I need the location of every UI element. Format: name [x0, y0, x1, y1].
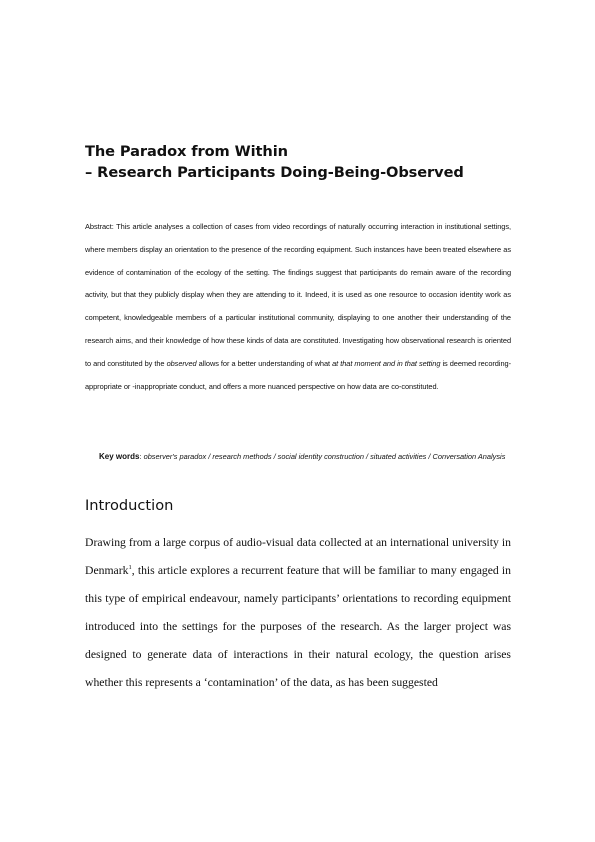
abstract-text-part-3: is deemed recording-appropriate or -inappropriate conduct, and offers a more nuanced perspective on how data are co-constituted. — [85, 358, 511, 391]
footnote-marker[interactable]: 1 — [128, 564, 132, 572]
keywords: Key words: observer's paradox / research methods / social identity construction / situated activities / Conversation Analysis — [99, 452, 506, 461]
introduction-paragraph — [85, 529, 511, 698]
abstract-text-part-1: This article analyses a collection of cases from video recordings of naturally occurring interaction in institutional settings, where members display an orientation to the presence of the recording equipment. Such instances have been treated elsewhere as evidence of contamination of the ecology of the setting. The findings suggest that participants do remain aware of the recording activity, but that they publicly display when they are attending to it. Indeed, it is used as one resource to occasion identity work as competent, knowledgeable members of a particular institutional community, displaying to one another their understanding of the research aims, and their knowledge of how these kinds of data are constituted. Investigating how observational research is oriented to and constituted by the — [85, 222, 511, 368]
intro-text-part-1: Drawing from a large corpus of audio-visual data collected at an international university in Denmark — [85, 536, 511, 578]
keywords-list: observer's paradox / research methods / social identity construction / situated activities / Conversation Analysis — [143, 452, 506, 461]
article-title — [85, 141, 511, 183]
title-line-2: – Research Participants Doing-Being-Observed — [85, 164, 464, 181]
abstract-label: Abstract: — [85, 222, 114, 231]
title-line-1: The Paradox from Within — [85, 143, 288, 160]
abstract — [85, 216, 511, 398]
introduction-heading: Introduction — [85, 497, 174, 514]
keywords-label: Key words — [99, 452, 140, 461]
intro-text-part-2: , this article explores a recurrent feature that will be familiar to many engaged in this type of empirical endeavour, namely participants’ orientations to recording equipment introduced into the settings for the purposes of the research. As the larger project was designed to generate data of interactions in their natural ecology, the question arises whether this represents a ‘contamination’ of the data, as has been suggested — [85, 564, 511, 690]
abstract-emphasis-moment: at that moment and in that setting — [332, 358, 441, 368]
abstract-emphasis-observed: observed — [166, 358, 197, 368]
abstract-text-part-2: allows for a better understanding of what — [198, 358, 331, 368]
